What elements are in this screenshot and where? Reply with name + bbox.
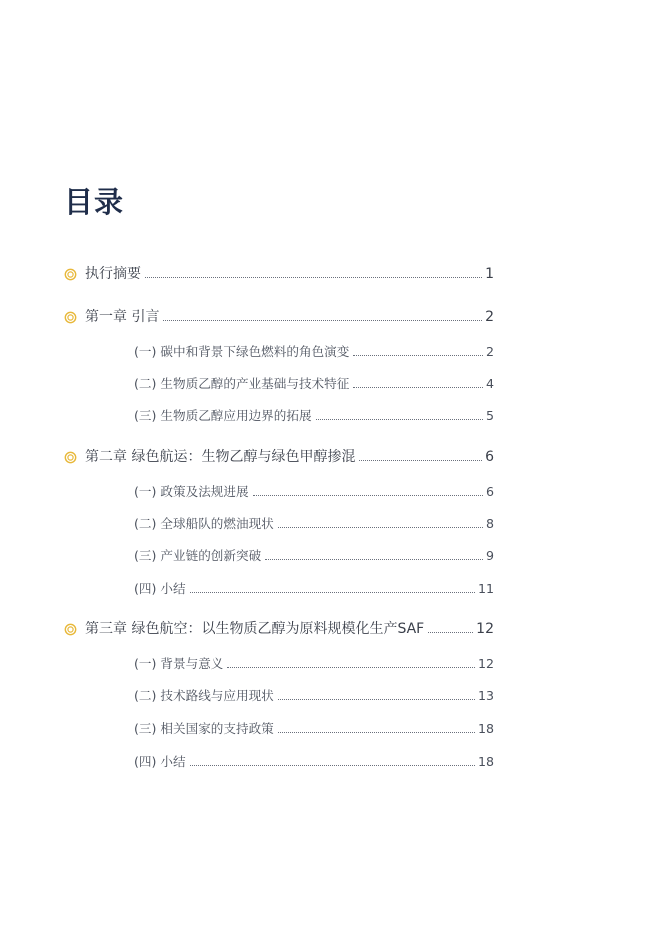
- dot-leader: [353, 354, 483, 356]
- toc-chapter-entry[interactable]: [64, 264, 494, 284]
- toc-entry-label: 第二章 绿色航运：生物乙醇与绿色甲醇掺混: [85, 449, 356, 465]
- toc-chapter-entry[interactable]: [64, 619, 494, 639]
- toc-entry-label: (二) 全球船队的燃油现状: [134, 516, 274, 531]
- dot-leader: [428, 631, 473, 633]
- toc-page-number: 5: [485, 408, 494, 423]
- toc-section-entry[interactable]: [134, 342, 494, 362]
- toc-title: 目录: [64, 185, 125, 219]
- toc-section-entry[interactable]: [134, 514, 494, 534]
- toc-section-entry[interactable]: [134, 482, 494, 502]
- toc-page-number: 6: [485, 484, 494, 499]
- circle-bullet-icon: [64, 451, 77, 464]
- circle-bullet-icon: [64, 268, 77, 281]
- dot-leader: [190, 764, 475, 766]
- toc-page-number: 12: [477, 656, 494, 671]
- dot-leader: [190, 591, 475, 593]
- toc-chapter-entry[interactable]: [64, 447, 494, 467]
- toc-section-entry[interactable]: [134, 719, 494, 739]
- dot-leader: [227, 666, 475, 668]
- toc-section-entry[interactable]: [134, 546, 494, 566]
- toc-entry-label: (一) 碳中和背景下绿色燃料的角色演变: [134, 344, 350, 359]
- toc-section-entry[interactable]: [134, 579, 494, 599]
- dot-leader: [253, 494, 483, 496]
- dot-leader: [145, 276, 482, 278]
- dot-leader: [265, 558, 483, 560]
- dot-leader: [353, 386, 483, 388]
- toc-section-entry[interactable]: [134, 654, 494, 674]
- toc-entry-label: (三) 生物质乙醇应用边界的拓展: [134, 408, 312, 423]
- toc-page-number: 2: [485, 309, 494, 325]
- toc-entry-label: (三) 相关国家的支持政策: [134, 721, 274, 736]
- circle-bullet-icon: [64, 311, 77, 324]
- toc-entry-label: (三) 产业链的创新突破: [134, 548, 262, 563]
- toc-page-number: 4: [485, 376, 494, 391]
- toc-page-number: 18: [477, 721, 494, 736]
- toc-chapter-entry[interactable]: [64, 307, 494, 327]
- toc-page-number: 8: [485, 516, 494, 531]
- toc-page-number: 2: [485, 344, 494, 359]
- dot-leader: [278, 526, 483, 528]
- dot-leader: [278, 698, 475, 700]
- toc-page-number: 18: [477, 754, 494, 769]
- toc-page-number: 1: [485, 266, 494, 282]
- dot-leader: [359, 459, 482, 461]
- toc-entry-label: 第一章 引言: [85, 309, 160, 325]
- circle-bullet-icon: [64, 623, 77, 636]
- toc-entry-label: (四) 小结: [134, 754, 186, 769]
- toc-section-entry[interactable]: [134, 406, 494, 426]
- toc-entry-label: (四) 小结: [134, 581, 186, 596]
- toc-section-entry[interactable]: [134, 752, 494, 772]
- toc-entry-label: 第三章 绿色航空：以生物质乙醇为原料规模化生产SAF: [85, 621, 425, 637]
- toc-entry-label: (二) 技术路线与应用现状: [134, 688, 274, 703]
- dot-leader: [163, 319, 482, 321]
- toc-entry-label: (二) 生物质乙醇的产业基础与技术特征: [134, 376, 350, 391]
- toc-page-number: 9: [485, 548, 494, 563]
- dot-leader: [316, 418, 483, 420]
- toc-entry-label: 执行摘要: [85, 266, 141, 282]
- toc-page-number: 12: [476, 621, 494, 637]
- toc-entry-label: (一) 背景与意义: [134, 656, 224, 671]
- toc-section-entry[interactable]: [134, 374, 494, 394]
- toc-section-entry[interactable]: [134, 686, 494, 706]
- toc-page-number: 13: [477, 688, 494, 703]
- toc-entry-label: (一) 政策及法规进展: [134, 484, 249, 499]
- toc-page-number: 11: [477, 581, 494, 596]
- dot-leader: [278, 731, 475, 733]
- toc-page-number: 6: [485, 449, 494, 465]
